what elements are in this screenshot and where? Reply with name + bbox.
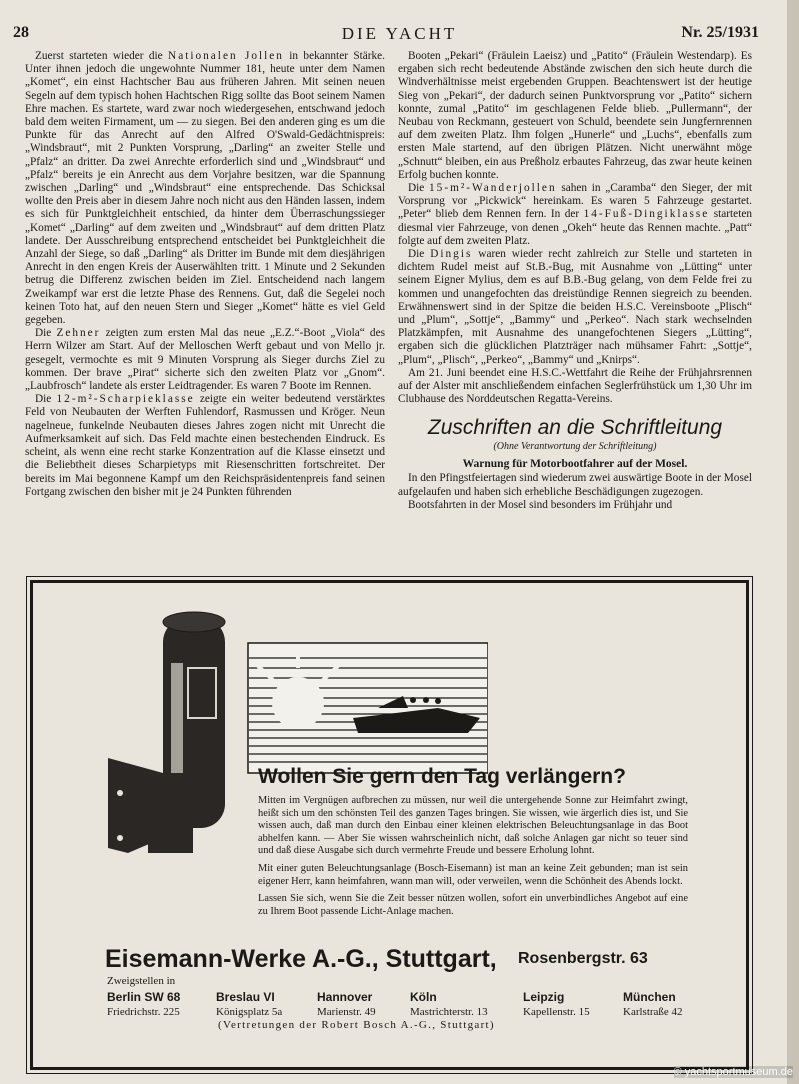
branch-city: Köln [410, 990, 437, 1004]
branch-koeln [410, 990, 488, 1018]
branches-label: Zweigstellen in [107, 975, 176, 987]
ad-paragraph: Mitten im Vergnügen aufbrechen zu müssen, nur weil die untergehende Sonne zur Heimfahrt zwingt, heißt sich um den schönsten Teil des ganzen Tages bringen. Sie wissen, wie ärgerlich dies ist, und Sie wissen auch, daß man durch den Einbau einer kleinen elektrischen Beleuchtungsanlage in das Boot abhelfen kann. — Aber Sie wissen wahrscheinlich nicht, daß solche Anlagen gar nicht so teuer sind und daß diese Ausgabe sich durch vermehrte Freude und bessere Erholung lohnt. [258, 795, 688, 857]
branch-street: Mastrichterstr. 13 [410, 1006, 488, 1018]
branch-leipzig [523, 990, 590, 1018]
class-name: 12-m²-Scharpieklasse [56, 393, 195, 406]
article-paragraph: Die 12-m²-Scharpieklasse zeigte ein weiter bedeutend verstärktes Feld von Neubauten der Werften Fuhlendorf, Rasmussen und Kröger. Neun nagelneue, funkelnde Neubauten dieses Jahres zogen nicht mit Unrecht die Aufmerksamkeit auf sich. Das Feld machte einen bestechenden Eindruck. Es scheint, als wenn eine recht starke Konzentration auf die Klasse einsetzt und die Beliebtheit dieses Scharpietyps mit Riesenschritten fortschreitet. Der bereits im Mai begonnene Kampf um den Reichspräsidentenpreis fand seinen Fortgang zwischen den bisher mit je 24 Punkten führenden [25, 393, 385, 498]
branch-street: Kapellenstr. 15 [523, 1006, 590, 1018]
ad-paragraph: Mit einer guten Beleuchtungsanlage (Bosch-Eisemann) ist man an keine Zeit gebunden; man ist sein eigener Herr, kann heimfahren, wann man will, oder verweilen, wenn die Schönheit des Abends lockt. [258, 862, 688, 887]
branch-city: Hannover [317, 990, 373, 1004]
class-name: Zehner [56, 327, 101, 340]
branch-breslau [216, 990, 282, 1018]
branch-city: München [623, 990, 676, 1004]
branch-city: Leipzig [523, 990, 565, 1004]
right-column [398, 50, 752, 512]
warning-title: Warnung für Motorbootfahrer auf der Mosel. [462, 458, 688, 471]
ad-footer: (Vertretungen der Robert Bosch A.-G., Stuttgart) [218, 1019, 495, 1031]
article-paragraph: Am 21. Juni beendet eine H.S.C.-Wettfahrt die Reihe der Frühjahrsrennen auf der Alster mit anschließendem einfachen Seglerfrühstück um 1,30 Uhr im Clubhause des Norddeutschen Regatta-Vereins. [398, 366, 752, 406]
magazine-title: DIE YACHT [341, 24, 458, 43]
left-column [25, 50, 385, 499]
letters-heading: Zuschriften an die Schriftleitung [427, 416, 723, 440]
page-edge [787, 0, 799, 1084]
article-paragraph: Die 15-m²-Wanderjollen sahen in „Caramba“ den Sieger, der mit Vorsprung vor „Pickwick“ hereinkam. Es waren 5 Fahrzeuge gestartet. „Peter“ blieb dem Rennen fern. In der 14-Fuß-Dingiklasse starteten diesmal vier Fahrzeuge, von denen „Okeh“ heute das Rennen machte. „Patt“ folgte auf dem zweiten Platz. [398, 182, 752, 247]
branch-hannover [317, 990, 376, 1018]
branch-street: Karlstraße 42 [623, 1006, 683, 1018]
article-paragraph: Die Dingis waren wieder recht zahlreich zur Stelle und starteten in dichtem Rudel meist auf St.B.-Bug, mit Ausnahme von „Lütting“ unter seinem Eigner Mylius, dem es auf B.B.-Bug gelang, von dem Felde frei zu kommen und unangefochten das dreistündige Rennen siegreich zu beenden. Erwähnenswert sind in der Spitze die beiden H.S.C. Vereinsboote „Plisch“ und „Plum“, „Sottje“, „Bammy“ und „Perkeo“. Nach stark wechselnden Platzkämpfen, mit Ausnahme des unangefochtenen Siegers „Lütting“, ergaben sich die glücklichen Platzträger nach mühsamer Fahrt: „Sottje“, „Plum“, „Plisch“, „Perkeo“, „Bammy“ und „Knirps“. [398, 248, 753, 366]
article-paragraph: Zuerst starteten wieder die Nationalen Jollen in bekannter Stärke. Unter ihnen jedoch die ungewohnte Nummer 181, heute unter dem Namen „Komet“, ein einst Hachtscher Bau aus früheren Jahren. Mit seinen neuen Segeln auf dem typisch hohen Hachtschen Rigg sollte das Boot seinem Namen Ehre machen. Es startete, ward zwar noch wiedergesehen, entschwand jedoch bald dem weiten Firmament, um — zu siegen. Bei den anderen ging es um die Punkte für das Anrecht auf den Alfred O'Swald-Gedächtnispreis: „Windsbraut“, mit 2 Punkten Vorsprung, „Darling“ an zweiter Stelle und „Pfalz“ an dritter. Da zwei Anrechte erforderlich sind und „Windsbraut“ und „Pfalz“ bereits je ein Anrecht aus dem Vorjahre besitzen, war die Spannung zwischen „Darling“ und „Windsbraut“ eine entsprechende. Das Schicksal wollte den Preis aber in diesem Jahre noch nicht aus den Händen lassen, indem es sich für Punktgleichheit entschied, da hinter dem Überraschungssieger „Komet“ „Darling“ auf dem zweiten und „Windsbraut“ auf dem dritten Platz landete. Der Ausschreibung entsprechend entscheidet bei Punktgleichheit die Anzahl der Siege, so daß „Darling“ als Dritter im Bunde mit dem diesjährigen Anrecht in den engen Kreis der Auserwählten tritt. 1 Minute und 2 Sekunden betrug die Differenz zwischen beiden im Ziel. Entscheidend nach langem Zweikampf war erst die letzte Phase des Rennens. Gut, daß die Segelei noch keinen Toto hat, auf den neuen Stern und Sieger „Komet“ hätte es viel Geld gegeben. [25, 50, 385, 327]
class-name: 14-Fuß-Dingiklasse [583, 208, 710, 221]
article-paragraph: Booten „Pekari“ (Fräulein Laeisz) und „Patito“ (Fräulein Westendarp). Es ergaben sich recht bedeutende Abstände zwischen den sich heute durch die Windverhältnisse meist ergebenden Gruppen. Beachtenswert ist der heutige Sieg von „Pekari“, der dadurch seinen Punktvorsprung vor „Patito“ sichern konnte, zumal „Patito“ im geschlagenen Felde blieb. „Pullermann“, der Neubau von Reckmann, gesteuert von Schuld, beendete sein Jungfernrennen auf dem zweiten Platz. Ihm folgen „Hunerle“ und „Luchs“, ebenfalls zum ersten Male startend, auf den übrigen Plätzen. Nicht unerwähnt möge „Schnutt“ bleiben, ein aus Preßholz erbautes Fahrzeug, das zwar heute keinen Erfolg buchen konnte. [398, 50, 752, 181]
branch-muenchen [623, 990, 683, 1018]
branch-street: Friedrichstr. 225 [107, 1006, 180, 1018]
branch-street: Marienstr. 49 [317, 1006, 376, 1018]
watermark: © yachtsportmuseum.de [673, 1066, 793, 1078]
class-name: 15-m²-Wanderjollen [429, 182, 557, 195]
branch-city: Breslau VI [216, 990, 275, 1004]
issue-number: Nr. 25/1931 [681, 24, 759, 41]
branch-city: Berlin SW 68 [107, 990, 181, 1004]
class-name: Nationalen Jollen [168, 50, 284, 62]
company-street: Rosenbergstr. 63 [518, 950, 648, 967]
branch-street: Königsplatz 5a [216, 1006, 283, 1018]
ad-paragraph: Lassen Sie sich, wenn Sie die Zeit besser nützen wollen, sofort ein unverbindliches Angebot auf eine zu Ihrem Boot passende Licht-Anlage machen. [258, 893, 688, 917]
ad-headline: Wollen Sie gern den Tag verlängern? [258, 765, 626, 788]
advertisement [30, 580, 749, 1070]
letters-paragraph: Bootsfahrten in der Mosel sind besonders im Frühjahr und [408, 498, 673, 511]
letters-paragraph: In den Pfingstfeiertagen sind wiederum zwei auswärtige Boote in der Mosel aufgelaufen und haben sich erhebliche Beschädigungen zugezogen. [398, 472, 752, 498]
branch-berlin [107, 990, 180, 1018]
company-name: Eisemann-Werke A.-G., Stuttgart, [105, 945, 497, 973]
letters-subheading: (Ohne Verantwortung der Schriftleitung) [493, 441, 657, 453]
page-number: 28 [13, 24, 29, 41]
article-paragraph: Die Zehner zeigten zum ersten Mal das neue „E.Z.“-Boot „Viola“ des Herrn Wilzer am Start. Auf der Melloschen Werft gebaut und von Mello jr. gesegelt, vermochte es mit 9 Minuten Vorsprung als Sieger durchs Ziel zu kommen. Der brave „Pirat“ sicherte sich den zweiten Platz vor „Gnom“. „Laubfrosch“ landete als erster Leidtragender. Es waren 7 Boote im Rennen. [25, 327, 385, 393]
class-name: Dingis [430, 248, 473, 261]
ad-body [258, 795, 688, 923]
